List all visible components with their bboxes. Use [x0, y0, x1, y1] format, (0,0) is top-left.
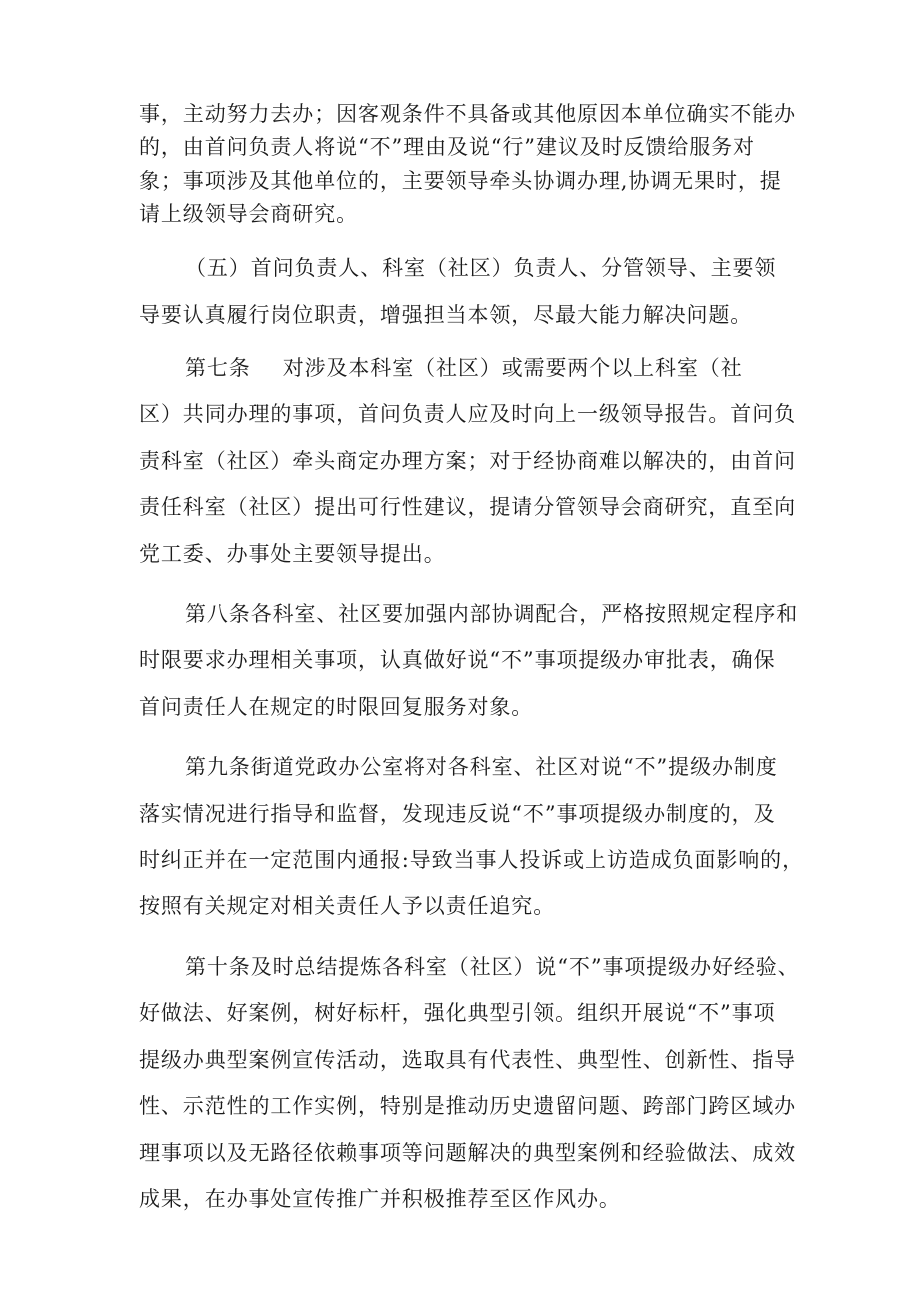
text-line: 落实情况进行指导和监督，发现违反说“不”事项提级办制度的，及	[139, 801, 776, 826]
article-number: 第七条	[185, 356, 251, 380]
text-line: 理事项以及无路径依赖事项等问题解决的典型案例和经验做法、成效	[139, 1140, 796, 1165]
paragraph-item-five	[139, 245, 784, 338]
text-line: 按照有关规定对相关责任人予以责任追究。	[139, 894, 556, 919]
article-first-line: 对涉及本科室（社区）或需要两个以上科室（社	[282, 356, 743, 380]
text-line: 好做法、好案例，树好标杆，强化典型引领。组织开展说“不”事项	[139, 1001, 776, 1026]
text-line: 时纠正并在一定范围内通报:导致当事人投诉或上访造成负面影响的，	[139, 848, 804, 873]
text-line: 责任科室（社区）提出可行性建议，提请分管领导会商研究，直至向	[139, 495, 796, 520]
document-page	[139, 98, 804, 1222]
text-line: 请上级领导会商研究。	[139, 201, 358, 226]
text-line: 党工委、办事处主要领导提出。	[139, 541, 446, 566]
text-line: 首问责任人在规定的时限回复服务对象。	[139, 694, 534, 719]
paragraph-article-eight	[139, 591, 799, 730]
text-line: 第九条街道党政办公室将对各科室、社区对说“不”提级办制度	[185, 755, 778, 780]
text-line: 成果，在办事处宣传推广并积极推荐至区作风办。	[139, 1186, 621, 1211]
text-line: 第十条及时总结提炼各科室（社区）说“不”事项提级办好经验、	[185, 954, 800, 979]
paragraph-continuation	[139, 98, 796, 231]
text-line: 象；事项涉及其他单位的，主要领导牵头协调办理,协调无果时，提	[139, 168, 782, 193]
text-line: 提级办典型案例宣传活动，选取具有代表性、典型性、创新性、指导	[139, 1047, 796, 1072]
text-line: （五）首问负责人、科室（社区）负责人、分管领导、主要领	[185, 256, 777, 281]
text-line	[139, 345, 784, 391]
text-line: 责科室（社区）牵头商定办理方案；对于经协商难以解决的，由首问	[139, 448, 796, 473]
text-line: 的，由首问负责人将说“不”理由及说“行”建议及时反馈给服务对	[139, 135, 755, 160]
text-line: 时限要求办理相关事项，认真做好说“不”事项提级办审批表，确保	[139, 648, 776, 673]
paragraph-article-nine	[139, 744, 804, 930]
text-line: 导要认真履行岗位职责，增强担当本领，尽最大能力解决问题。	[139, 302, 753, 327]
text-line: 区）共同办理的事项，首问负责人应及时向上一级领导报告。首问负	[139, 402, 796, 427]
paragraph-article-seven	[139, 345, 796, 577]
paragraph-article-ten	[139, 944, 800, 1222]
text-line: 性、示范性的工作实例，特别是推动历史遗留问题、跨部门跨区域办	[139, 1094, 796, 1119]
text-line: 第八条各科室、社区要加强内部协调配合，严格按照规定程序和	[185, 602, 799, 627]
text-line: 事，主动努力去办；因客观条件不具备或其他原因本单位确实不能办	[139, 102, 796, 126]
